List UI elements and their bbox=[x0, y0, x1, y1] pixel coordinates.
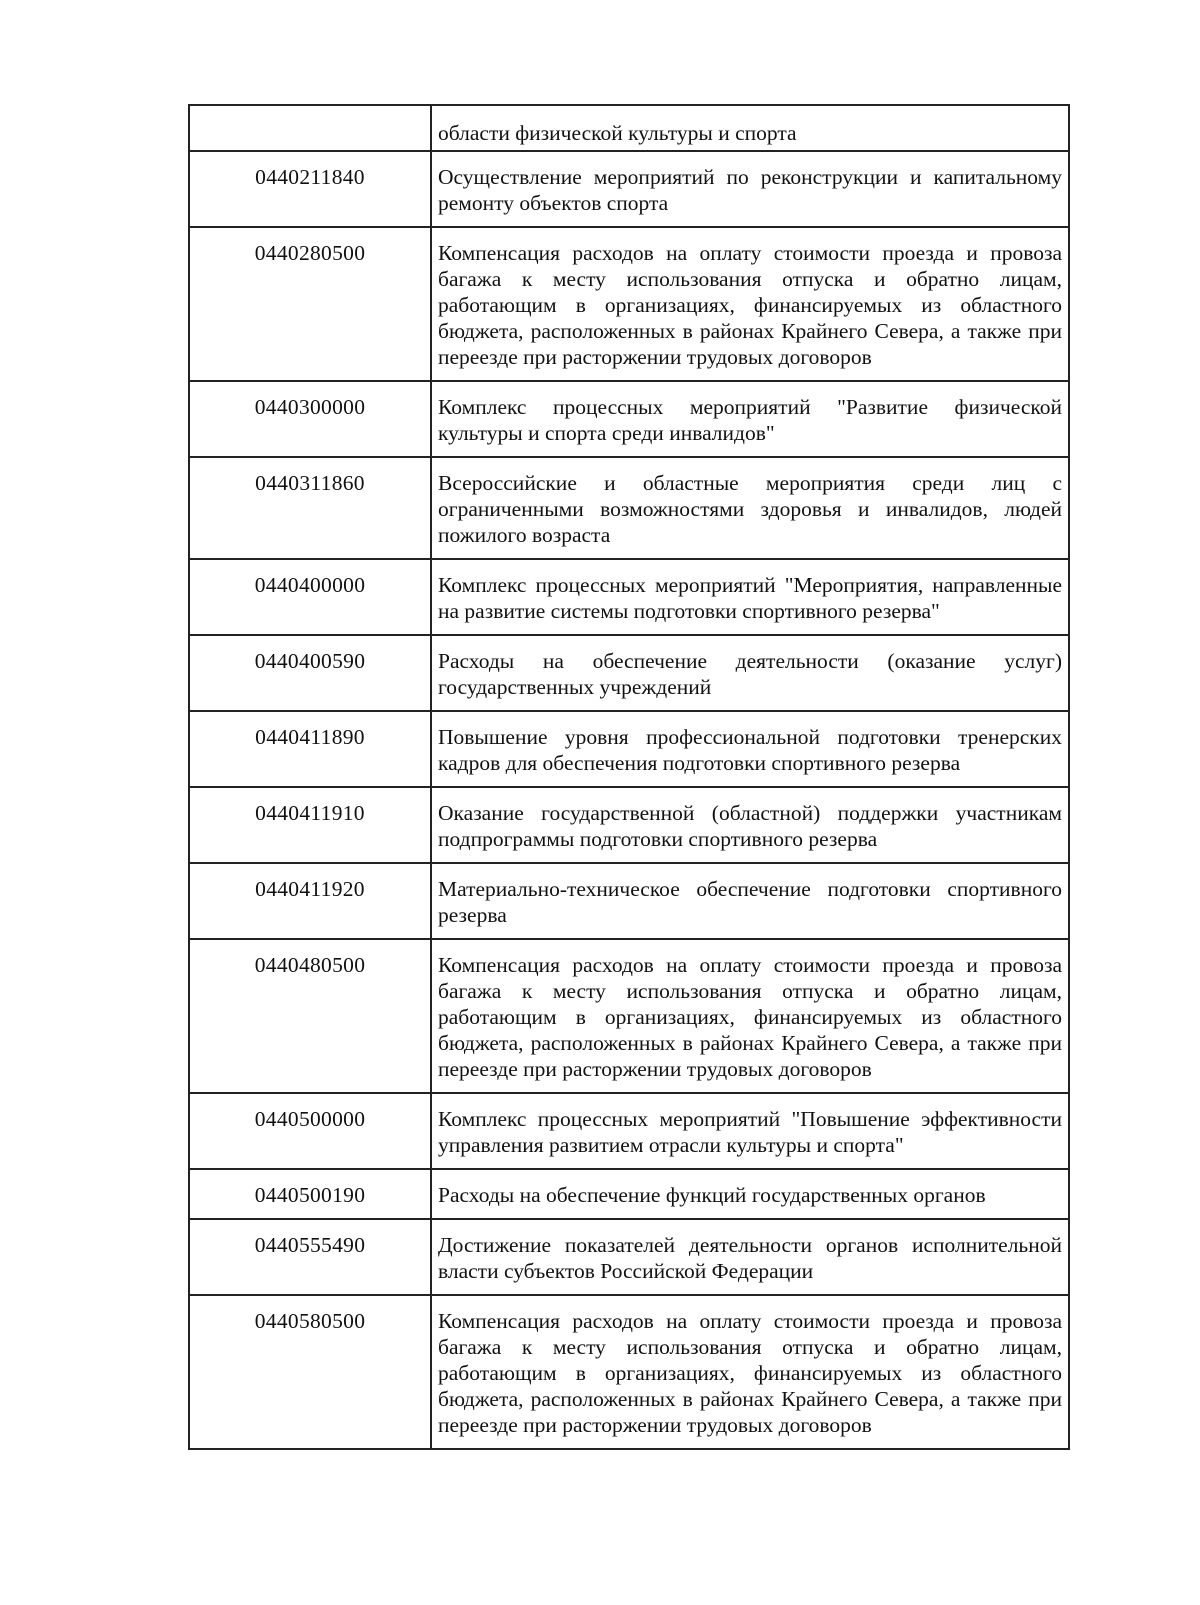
table-row bbox=[189, 635, 1069, 711]
description-cell: Всероссийские и областные мероприятия среди лиц с ограниченными возможностями здоровья и инвалидов, людей пожилого возраста bbox=[431, 457, 1069, 559]
description-cell: Повышение уровня профессиональной подготовки тренерских кадров для обеспечения подготовки спортивного резерва bbox=[431, 711, 1069, 787]
description-cell: Компенсация расходов на оплату стоимости проезда и провоза багажа к месту использования отпуска и обратно лицам, работающим в организациях, финансируемых из областного бюджета, расположенных в районах Крайнего Севера, а также при переезде при расторжении трудовых договоров bbox=[431, 227, 1069, 381]
code-cell: 0440580500 bbox=[189, 1295, 431, 1449]
table-row bbox=[189, 105, 1069, 151]
budget-codes-table bbox=[188, 104, 1070, 1450]
description-cell: Компенсация расходов на оплату стоимости проезда и провоза багажа к месту использования отпуска и обратно лицам, работающим в организациях, финансируемых из областного бюджета, расположенных в районах Крайнего Севера, а также при переезде при расторжении трудовых договоров bbox=[431, 939, 1069, 1093]
code-cell: 0440411920 bbox=[189, 863, 431, 939]
table-row bbox=[189, 1295, 1069, 1449]
table-row bbox=[189, 457, 1069, 559]
code-cell: 0440400590 bbox=[189, 635, 431, 711]
table-row bbox=[189, 559, 1069, 635]
code-cell: 0440500190 bbox=[189, 1169, 431, 1219]
table-row bbox=[189, 711, 1069, 787]
table-row bbox=[189, 151, 1069, 227]
table-row bbox=[189, 1219, 1069, 1295]
code-cell: 0440500000 bbox=[189, 1093, 431, 1169]
table-row bbox=[189, 787, 1069, 863]
table-row bbox=[189, 1169, 1069, 1219]
table-row bbox=[189, 381, 1069, 457]
table-row bbox=[189, 939, 1069, 1093]
description-cell: Компенсация расходов на оплату стоимости проезда и провоза багажа к месту использования отпуска и обратно лицам, работающим в организациях, финансируемых из областного бюджета, расположенных в районах Крайнего Севера, а также при переезде при расторжении трудовых договоров bbox=[431, 1295, 1069, 1449]
description-cell: Расходы на обеспечение деятельности (оказание услуг) государственных учреждений bbox=[431, 635, 1069, 711]
description-cell: Комплекс процессных мероприятий "Повышение эффективности управления развитием отрасли культуры и спорта" bbox=[431, 1093, 1069, 1169]
description-cell: Материально-техническое обеспечение подготовки спортивного резерва bbox=[431, 863, 1069, 939]
code-cell: 0440555490 bbox=[189, 1219, 431, 1295]
code-cell: 0440400000 bbox=[189, 559, 431, 635]
description-cell: Комплекс процессных мероприятий "Мероприятия, направленные на развитие системы подготовки спортивного резерва" bbox=[431, 559, 1069, 635]
code-cell: 0440211840 bbox=[189, 151, 431, 227]
description-cell: Достижение показателей деятельности органов исполнительной власти субъектов Российской Федерации bbox=[431, 1219, 1069, 1295]
code-cell bbox=[189, 105, 431, 151]
table-row bbox=[189, 863, 1069, 939]
table-row bbox=[189, 1093, 1069, 1169]
code-cell: 0440480500 bbox=[189, 939, 431, 1093]
description-cell: области физической культуры и спорта bbox=[431, 105, 1069, 151]
description-cell: Расходы на обеспечение функций государственных органов bbox=[431, 1169, 1069, 1219]
code-cell: 0440280500 bbox=[189, 227, 431, 381]
code-cell: 0440411910 bbox=[189, 787, 431, 863]
description-cell: Комплекс процессных мероприятий "Развитие физической культуры и спорта среди инвалидов" bbox=[431, 381, 1069, 457]
description-cell: Оказание государственной (областной) поддержки участникам подпрограммы подготовки спортивного резерва bbox=[431, 787, 1069, 863]
code-cell: 0440300000 bbox=[189, 381, 431, 457]
code-cell: 0440311860 bbox=[189, 457, 431, 559]
code-cell: 0440411890 bbox=[189, 711, 431, 787]
table-body bbox=[189, 105, 1069, 1449]
description-cell: Осуществление мероприятий по реконструкции и капитальному ремонту объектов спорта bbox=[431, 151, 1069, 227]
table-row bbox=[189, 227, 1069, 381]
